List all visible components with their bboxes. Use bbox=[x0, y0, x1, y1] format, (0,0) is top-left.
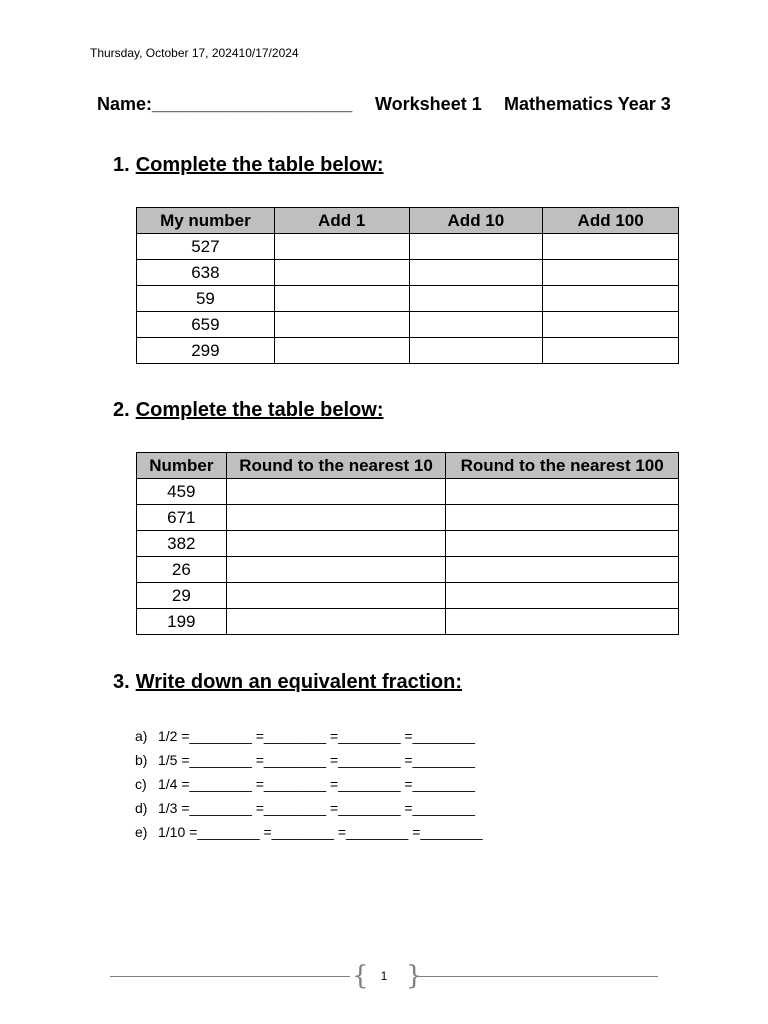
table-row bbox=[137, 531, 679, 557]
table-row bbox=[137, 557, 679, 583]
q1-number-cell: 59 bbox=[137, 286, 275, 312]
worksheet-title: Worksheet 1 bbox=[375, 94, 482, 114]
answer-cell[interactable] bbox=[274, 234, 409, 260]
item-label: a) bbox=[135, 728, 148, 744]
q1-number-cell: 659 bbox=[137, 312, 275, 338]
right-brace-icon: } bbox=[406, 961, 423, 991]
answer-cell[interactable] bbox=[543, 312, 679, 338]
q1-heading-text: Complete the table below: bbox=[135, 154, 384, 176]
answer-cell[interactable] bbox=[226, 609, 446, 635]
fraction-line[interactable]: 1/2 =________ =________ =________ =________ bbox=[158, 728, 475, 744]
answer-cell[interactable] bbox=[446, 531, 679, 557]
q1-number: 1. bbox=[113, 154, 130, 176]
fraction-list bbox=[135, 724, 483, 844]
answer-cell[interactable] bbox=[543, 260, 679, 286]
answer-cell[interactable] bbox=[446, 505, 679, 531]
name-field: Name:____________________ bbox=[97, 94, 353, 114]
answer-cell[interactable] bbox=[226, 583, 446, 609]
table-row bbox=[137, 338, 679, 364]
q3-heading-text: Write down an equivalent fraction: bbox=[135, 671, 463, 693]
answer-cell[interactable] bbox=[409, 312, 543, 338]
answer-cell[interactable] bbox=[446, 557, 679, 583]
subject-title: Mathematics Year 3 bbox=[504, 94, 671, 114]
answer-cell[interactable] bbox=[226, 479, 446, 505]
fraction-line[interactable]: 1/4 =________ =________ =________ =________ bbox=[158, 776, 475, 792]
answer-cell[interactable] bbox=[274, 286, 409, 312]
q1-heading bbox=[113, 154, 384, 177]
answer-cell[interactable] bbox=[543, 338, 679, 364]
q1-header-row bbox=[137, 208, 679, 234]
q2-number-cell: 26 bbox=[137, 557, 227, 583]
header-date: Thursday, October 17, 202410/17/2024 bbox=[90, 46, 299, 60]
q2-number-cell: 459 bbox=[137, 479, 227, 505]
table-row bbox=[137, 286, 679, 312]
list-item bbox=[135, 772, 483, 796]
answer-cell[interactable] bbox=[409, 234, 543, 260]
item-label: b) bbox=[135, 752, 148, 768]
q2-heading bbox=[113, 399, 384, 422]
q2-col-number: Number bbox=[137, 453, 227, 479]
fraction-line[interactable]: 1/10 =________ =________ =________ =________ bbox=[158, 824, 483, 840]
answer-cell[interactable] bbox=[446, 583, 679, 609]
q2-table bbox=[136, 452, 679, 635]
footer-rule-left bbox=[110, 976, 350, 977]
answer-cell[interactable] bbox=[543, 234, 679, 260]
list-item bbox=[135, 748, 483, 772]
q2-number: 2. bbox=[113, 399, 130, 421]
item-label: e) bbox=[135, 824, 148, 840]
q2-number-cell: 382 bbox=[137, 531, 227, 557]
q2-header-row bbox=[137, 453, 679, 479]
table-row bbox=[137, 583, 679, 609]
page-number: 1 bbox=[380, 969, 388, 983]
q1-col-add-1: Add 1 bbox=[274, 208, 409, 234]
answer-cell[interactable] bbox=[409, 260, 543, 286]
table-row bbox=[137, 505, 679, 531]
q2-number-cell: 29 bbox=[137, 583, 227, 609]
answer-cell[interactable] bbox=[543, 286, 679, 312]
answer-cell[interactable] bbox=[446, 609, 679, 635]
q1-number-cell: 299 bbox=[137, 338, 275, 364]
fraction-line[interactable]: 1/3 =________ =________ =________ =________ bbox=[158, 800, 475, 816]
answer-cell[interactable] bbox=[409, 338, 543, 364]
table-row bbox=[137, 479, 679, 505]
q2-number-cell: 671 bbox=[137, 505, 227, 531]
q1-col-my-number: My number bbox=[137, 208, 275, 234]
q1-table bbox=[136, 207, 679, 364]
answer-cell[interactable] bbox=[226, 531, 446, 557]
answer-cell[interactable] bbox=[274, 260, 409, 286]
answer-cell[interactable] bbox=[274, 338, 409, 364]
table-row bbox=[137, 312, 679, 338]
list-item bbox=[135, 724, 483, 748]
answer-cell[interactable] bbox=[274, 312, 409, 338]
answer-cell[interactable] bbox=[409, 286, 543, 312]
q2-col-round-100: Round to the nearest 100 bbox=[446, 453, 679, 479]
footer-rule-right bbox=[416, 976, 658, 977]
q2-heading-text: Complete the table below: bbox=[135, 399, 384, 421]
list-item bbox=[135, 820, 483, 844]
q1-number-cell: 527 bbox=[137, 234, 275, 260]
answer-cell[interactable] bbox=[446, 479, 679, 505]
q3-number: 3. bbox=[113, 671, 130, 693]
q1-number-cell: 638 bbox=[137, 260, 275, 286]
answer-cell[interactable] bbox=[226, 557, 446, 583]
table-row bbox=[137, 234, 679, 260]
list-item bbox=[135, 796, 483, 820]
table-row bbox=[137, 609, 679, 635]
item-label: c) bbox=[135, 776, 147, 792]
answer-cell[interactable] bbox=[226, 505, 446, 531]
q2-col-round-10: Round to the nearest 10 bbox=[226, 453, 446, 479]
left-brace-icon: { bbox=[352, 961, 369, 991]
q1-col-add-100: Add 100 bbox=[543, 208, 679, 234]
q1-col-add-10: Add 10 bbox=[409, 208, 543, 234]
table-row bbox=[137, 260, 679, 286]
q2-number-cell: 199 bbox=[137, 609, 227, 635]
fraction-line[interactable]: 1/5 =________ =________ =________ =________ bbox=[158, 752, 475, 768]
page-footer bbox=[110, 960, 658, 992]
item-label: d) bbox=[135, 800, 148, 816]
q3-heading bbox=[113, 671, 462, 694]
